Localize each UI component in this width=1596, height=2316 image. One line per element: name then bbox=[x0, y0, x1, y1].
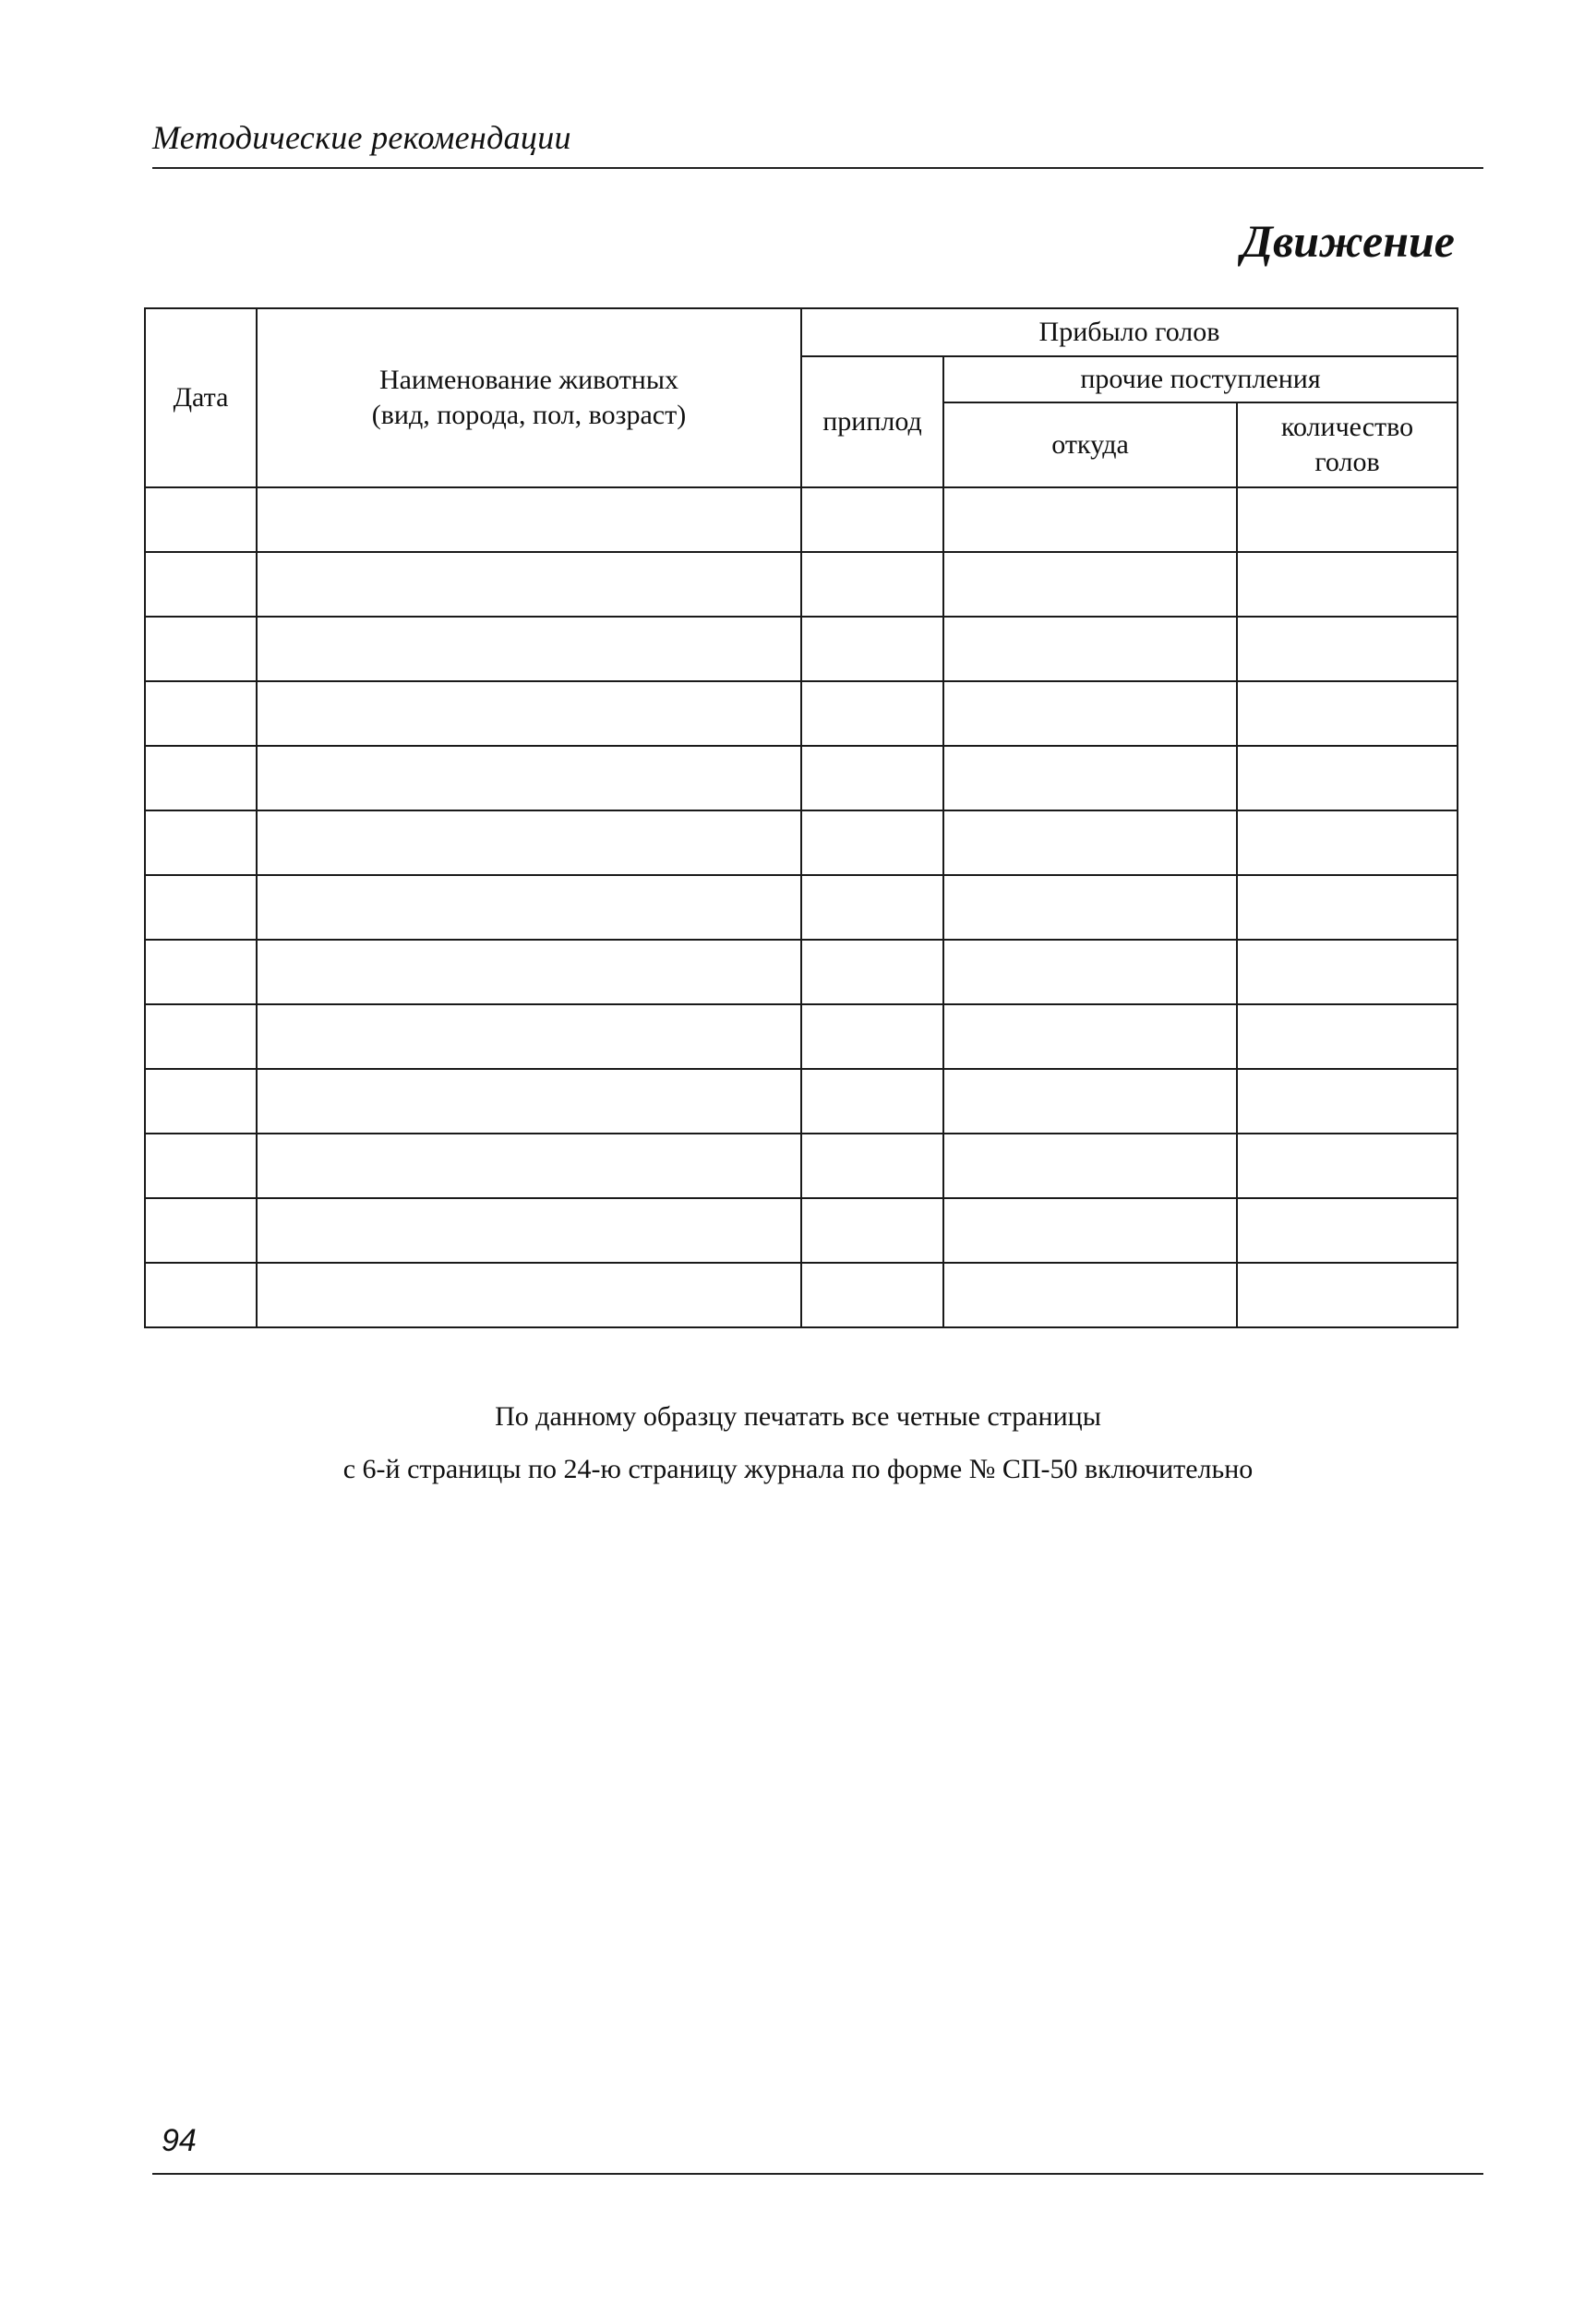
cell-offspring bbox=[801, 1263, 943, 1327]
cell-date bbox=[145, 875, 257, 940]
movement-table bbox=[144, 307, 1458, 1328]
cell-animal-name bbox=[257, 1134, 801, 1198]
cell-from bbox=[943, 810, 1237, 875]
header-animal-name bbox=[257, 308, 801, 487]
cell-from bbox=[943, 487, 1237, 552]
cell-from bbox=[943, 940, 1237, 1004]
cell-head-count bbox=[1237, 681, 1458, 746]
cell-animal-name bbox=[257, 746, 801, 810]
cell-head-count bbox=[1237, 1069, 1458, 1134]
header-arrived: Прибыло голов bbox=[801, 308, 1458, 356]
page-number: 94 bbox=[162, 2123, 197, 2158]
table-row bbox=[145, 1263, 1458, 1327]
header-animal-name-line2: (вид, порода, пол, возраст) bbox=[371, 400, 687, 430]
cell-from bbox=[943, 681, 1237, 746]
section-title: Движение bbox=[1241, 215, 1455, 267]
cell-animal-name bbox=[257, 1198, 801, 1263]
cell-offspring bbox=[801, 1004, 943, 1069]
cell-from bbox=[943, 1198, 1237, 1263]
cell-animal-name bbox=[257, 1263, 801, 1327]
cell-head-count bbox=[1237, 940, 1458, 1004]
cell-animal-name bbox=[257, 940, 801, 1004]
table-row bbox=[145, 681, 1458, 746]
cell-from bbox=[943, 617, 1237, 681]
table-row bbox=[145, 487, 1458, 552]
header-rule bbox=[152, 167, 1483, 169]
cell-offspring bbox=[801, 1198, 943, 1263]
table-row bbox=[145, 1069, 1458, 1134]
cell-head-count bbox=[1237, 810, 1458, 875]
cell-head-count bbox=[1237, 1263, 1458, 1327]
table-row bbox=[145, 617, 1458, 681]
cell-offspring bbox=[801, 681, 943, 746]
cell-offspring bbox=[801, 810, 943, 875]
cell-animal-name bbox=[257, 1004, 801, 1069]
table-body bbox=[145, 487, 1458, 1327]
cell-head-count bbox=[1237, 487, 1458, 552]
cell-animal-name bbox=[257, 875, 801, 940]
cell-from bbox=[943, 1004, 1237, 1069]
table-row bbox=[145, 1134, 1458, 1198]
footer-rule bbox=[152, 2173, 1483, 2175]
cell-offspring bbox=[801, 746, 943, 810]
table-row bbox=[145, 875, 1458, 940]
running-head: Методические рекомендации bbox=[152, 119, 571, 156]
cell-date bbox=[145, 552, 257, 617]
cell-head-count bbox=[1237, 1198, 1458, 1263]
cell-from bbox=[943, 552, 1237, 617]
table-row bbox=[145, 1004, 1458, 1069]
header-other-arrivals: прочие поступления bbox=[943, 356, 1458, 402]
cell-head-count bbox=[1237, 552, 1458, 617]
cell-date bbox=[145, 681, 257, 746]
cell-head-count bbox=[1237, 1134, 1458, 1198]
cell-date bbox=[145, 487, 257, 552]
cell-from bbox=[943, 746, 1237, 810]
cell-date bbox=[145, 1004, 257, 1069]
cell-animal-name bbox=[257, 487, 801, 552]
note-line-2: с 6-й страницы по 24-ю страницу журнала по форме № СП-50 включительно bbox=[342, 1454, 1254, 1484]
cell-animal-name bbox=[257, 1069, 801, 1134]
cell-from bbox=[943, 1134, 1237, 1198]
cell-offspring bbox=[801, 487, 943, 552]
cell-animal-name bbox=[257, 552, 801, 617]
table-row bbox=[145, 552, 1458, 617]
header-from: откуда bbox=[943, 402, 1237, 487]
header-offspring: приплод bbox=[801, 356, 943, 487]
cell-date bbox=[145, 746, 257, 810]
cell-animal-name bbox=[257, 681, 801, 746]
cell-head-count bbox=[1237, 1004, 1458, 1069]
cell-offspring bbox=[801, 875, 943, 940]
table-row bbox=[145, 746, 1458, 810]
cell-offspring bbox=[801, 552, 943, 617]
cell-offspring bbox=[801, 1134, 943, 1198]
header-head-count-line2: голов bbox=[1314, 447, 1380, 477]
cell-date bbox=[145, 810, 257, 875]
table-row bbox=[145, 940, 1458, 1004]
cell-date bbox=[145, 1198, 257, 1263]
header-animal-name-line1: Наименование животных bbox=[378, 365, 679, 395]
cell-animal-name bbox=[257, 617, 801, 681]
header-head-count-line1: количество bbox=[1280, 412, 1414, 442]
cell-date bbox=[145, 1134, 257, 1198]
note-line-1: По данному образцу печатать все четные страницы bbox=[495, 1401, 1101, 1432]
cell-head-count bbox=[1237, 617, 1458, 681]
cell-head-count bbox=[1237, 746, 1458, 810]
cell-date bbox=[145, 940, 257, 1004]
header-head-count bbox=[1237, 402, 1458, 487]
cell-from bbox=[943, 875, 1237, 940]
cell-from bbox=[943, 1263, 1237, 1327]
header-date: Дата bbox=[145, 308, 257, 487]
cell-offspring bbox=[801, 617, 943, 681]
cell-date bbox=[145, 1069, 257, 1134]
cell-offspring bbox=[801, 1069, 943, 1134]
cell-date bbox=[145, 617, 257, 681]
table-row bbox=[145, 1198, 1458, 1263]
cell-animal-name bbox=[257, 810, 801, 875]
cell-date bbox=[145, 1263, 257, 1327]
cell-offspring bbox=[801, 940, 943, 1004]
table-row bbox=[145, 810, 1458, 875]
cell-head-count bbox=[1237, 875, 1458, 940]
cell-from bbox=[943, 1069, 1237, 1134]
